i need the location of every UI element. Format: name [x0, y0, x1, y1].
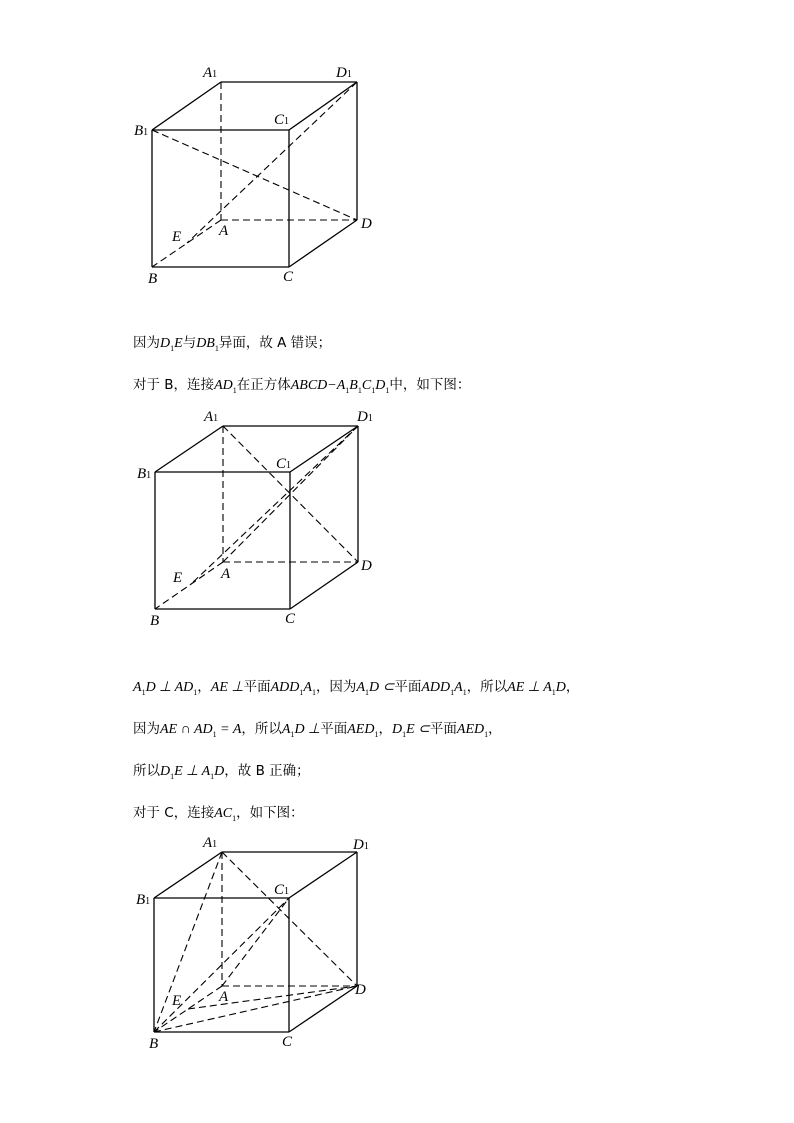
edge-d1-c1 — [289, 82, 357, 130]
text-segment: 因为 — [133, 721, 160, 737]
text-segment: 与 — [182, 335, 197, 351]
text-segment: ， — [565, 679, 580, 695]
vertex-label-b1: B1 — [137, 466, 152, 482]
text-segment: 对于 B，连接 — [133, 377, 215, 393]
point-label-e: E — [173, 570, 183, 586]
vertex-label-b1: B1 — [136, 892, 151, 908]
edge-a1-b1 — [154, 852, 222, 898]
math-cube-name: $ABCD-A_1B_1C_1D_1$ — [290, 378, 390, 395]
text-segment: 对于 C，连接 — [133, 805, 215, 821]
edge-c-d — [289, 220, 357, 267]
text-line-1 — [133, 331, 331, 353]
text-segment: ，如下图： — [236, 805, 304, 821]
vertex-label-b: B — [148, 271, 158, 287]
edge-d1-c1 — [290, 426, 358, 472]
vertex-label-c1: C1 — [276, 456, 292, 472]
vertex-label-b: B — [149, 1036, 159, 1052]
vertex-label-c: C — [282, 1034, 293, 1050]
vertex-label-c: C — [283, 269, 294, 285]
text-line-2 — [133, 373, 470, 395]
edge-a1-b1 — [155, 426, 223, 472]
edge-c-d — [289, 986, 357, 1032]
segment-d1-e — [190, 426, 358, 585]
math-plane-aed1-2: $AED_1$ — [456, 722, 489, 739]
text-segment: 平面 — [320, 721, 348, 737]
text-line-3 — [133, 675, 579, 697]
math-plane-add1a1: $ADD_1A_1$ — [270, 680, 316, 697]
point-label-e: E — [172, 993, 182, 1009]
segment-a-c1 — [222, 898, 289, 986]
math-a1d-perp: $A_1D$ ⊥ — [281, 722, 321, 739]
math-db1: $DB_1$ — [196, 336, 219, 353]
text-segment: 异面，故 A 错误； — [218, 335, 332, 351]
cube-figure-1 — [0, 60, 794, 290]
text-segment: 在正方体 — [236, 377, 291, 393]
edge-c-d — [290, 562, 358, 609]
edge-a1-b1 — [152, 82, 221, 130]
text-line-5 — [133, 759, 310, 781]
math-a1d-subset: $A_1D$ ⊂ — [356, 680, 395, 697]
vertex-label-d1: D1 — [336, 65, 352, 81]
text-segment: ， — [378, 721, 392, 737]
point-label-e: E — [172, 229, 182, 245]
vertex-label-a: A — [219, 223, 229, 239]
math-d1e-perp-a1d: $D_1E$ ⊥ $A_1D$ — [160, 764, 225, 781]
vertex-label-c: C — [285, 611, 296, 627]
hidden-edge-a-b — [152, 220, 221, 267]
vertex-label-d: D — [361, 558, 372, 574]
text-segment: ，因为 — [315, 679, 357, 695]
vertex-label-a1: A1 — [203, 65, 218, 81]
vertex-label-d1: D1 — [357, 409, 373, 425]
text-segment: 平面 — [394, 679, 422, 695]
math-d1e-subset: $D_1E$ ⊂ — [391, 722, 430, 739]
text-segment: 所以 — [133, 763, 160, 779]
text-line-4 — [133, 717, 502, 739]
text-segment: ，所以 — [241, 721, 282, 737]
text-segment: ，故 B 正确； — [224, 763, 310, 779]
vertex-label-d: D — [355, 982, 366, 998]
text-segment: 平面 — [243, 679, 271, 695]
vertex-label-a: A — [219, 989, 229, 1005]
vertex-label-b1: B1 — [134, 123, 149, 139]
edge-d1-c1 — [289, 852, 357, 898]
segment-b-d — [154, 986, 357, 1032]
math-a1d-perp-ad1: $A_1D$ ⊥ $AD_1$ — [133, 680, 198, 697]
vertex-label-c1: C1 — [274, 882, 290, 898]
cube-figure-3 — [0, 825, 794, 1060]
vertex-label-a1: A1 — [204, 409, 219, 425]
text-segment: ， — [197, 679, 211, 695]
segment-a1-b — [154, 852, 222, 1032]
vertex-label-a: A — [221, 566, 231, 582]
text-segment: 平面 — [429, 721, 457, 737]
segment-b1-d — [152, 130, 357, 220]
vertex-label-d1: D1 — [353, 837, 369, 853]
math-ae-perp-a1d: AE ⊥ $A_1D$ — [507, 680, 566, 697]
vertex-label-b: B — [150, 613, 160, 629]
text-segment: ， — [488, 721, 502, 737]
segment-d1-e — [187, 82, 357, 243]
text-segment: ，所以 — [466, 679, 508, 695]
math-plane-aed1: $AED_1$ — [347, 722, 379, 739]
text-segment: 因为 — [133, 335, 160, 351]
hidden-edge-a-b — [155, 562, 223, 609]
math-intersection: AE ∩ $AD_1 = A$ — [160, 722, 242, 739]
cube-figure-2 — [0, 400, 794, 630]
math-plane-add1a1-2: $ADD_1A_1$ — [421, 680, 467, 697]
text-segment: 中，如下图： — [389, 377, 471, 393]
vertex-label-a1: A1 — [203, 835, 218, 851]
math-ad1: $AD_1$ — [214, 378, 237, 395]
text-line-6 — [133, 801, 304, 823]
vertex-label-c1: C1 — [274, 112, 290, 128]
math-ae-perp: AE ⊥ — [210, 680, 244, 695]
vertex-label-d: D — [361, 216, 372, 232]
math-d1e: $D_1E$ — [160, 336, 183, 353]
math-ac1: $AC_1$ — [214, 806, 237, 823]
